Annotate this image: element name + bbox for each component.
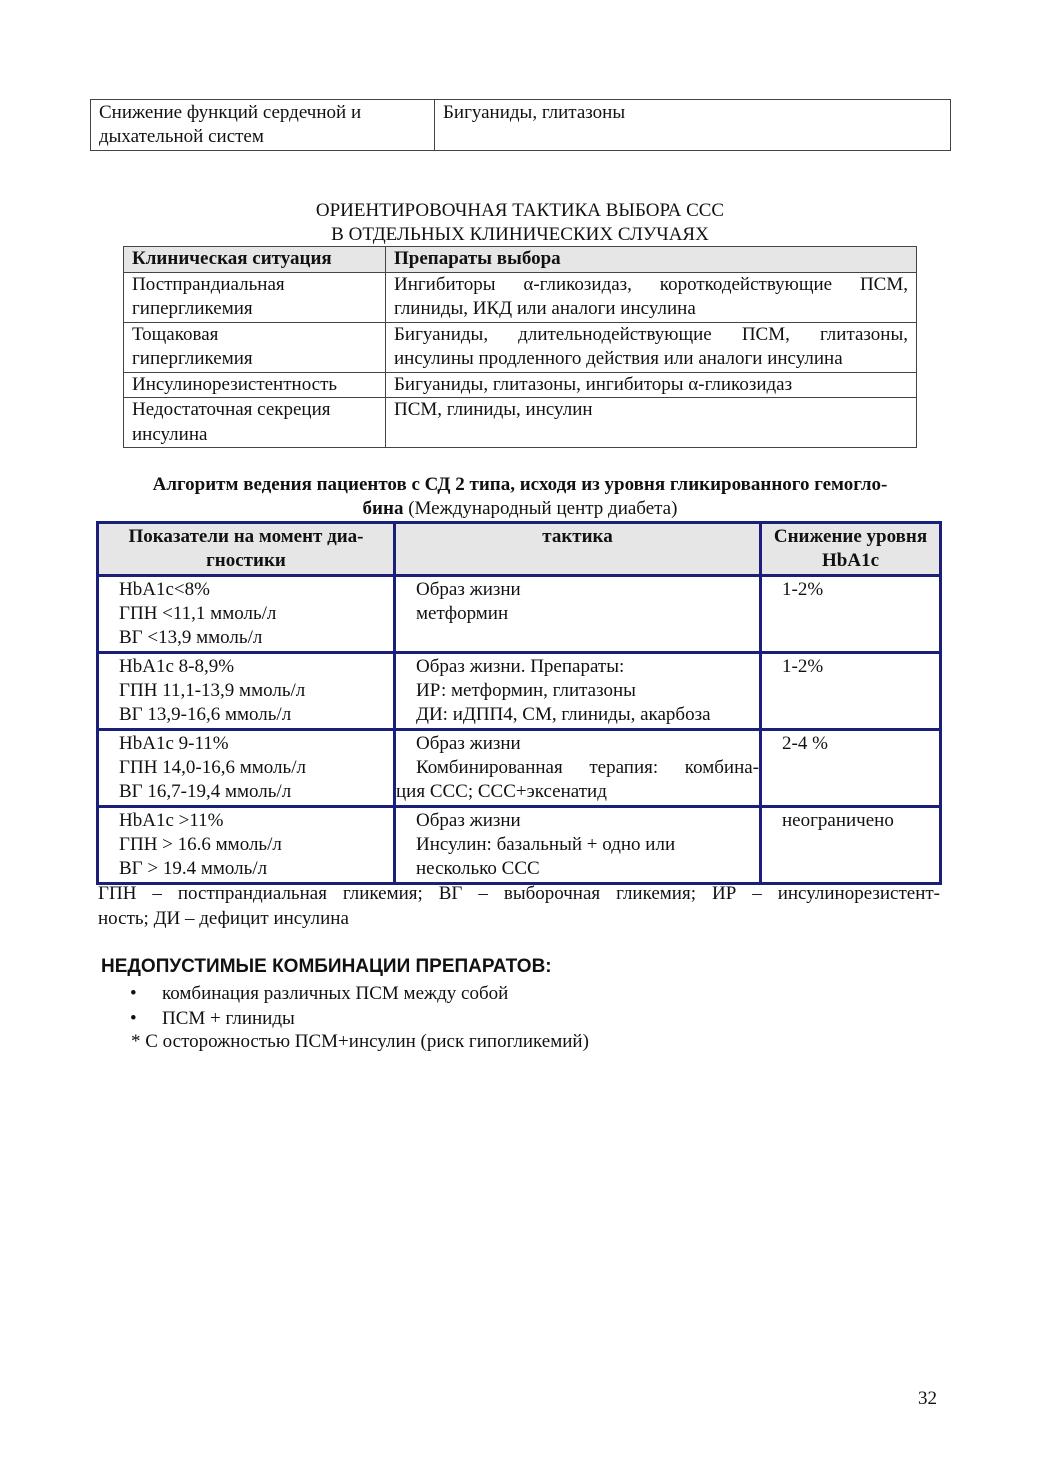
continuation-table (90, 99, 951, 151)
note-line: ность; ДИ – дефицит инсулина (98, 907, 349, 929)
table-row (124, 272, 917, 322)
cell-line: дыхательной систем (99, 126, 264, 147)
table-cell (98, 730, 395, 807)
table-row (124, 322, 917, 372)
cell-line: ГПН <11,1 ммоль/л (119, 603, 277, 624)
table-cell (98, 653, 395, 730)
table-cell (124, 272, 386, 322)
title-line: В ОТДЕЛЬНЫХ КЛИНИЧЕСКИХ СЛУЧАЯХ (331, 224, 709, 245)
table-cell: 1-2% (761, 576, 941, 653)
table-cell (91, 100, 435, 151)
cell-line: Тощаковая (132, 323, 219, 345)
table-row (98, 653, 941, 730)
column-header: тактика (395, 523, 761, 576)
table-cell: Инсулинорезистентность (124, 372, 386, 398)
cell-line: гипергликемия (132, 348, 253, 369)
table-cell: 2-4 % (761, 730, 941, 807)
cell-line: ВГ 13,9-16,6 ммоль/л (119, 704, 292, 725)
header-line: Показатели на момент диа- (128, 526, 364, 547)
header-line: Снижение уровня (773, 526, 928, 547)
table-cell: 1-2% (761, 653, 941, 730)
table-header-row (98, 523, 941, 576)
table-cell (395, 653, 761, 730)
cell-line: метформин (416, 603, 509, 624)
cell-line: несколько ССС (416, 858, 540, 879)
cell-line: Бигуаниды, длительнодействующие ПСМ, глитазоны, (394, 323, 908, 345)
cell-line: HbA1c<8% (119, 579, 210, 600)
cell-line: ВГ <13,9 ммоль/л (119, 627, 263, 648)
page-number: 32 (918, 1388, 937, 1409)
table-row (124, 372, 917, 398)
heading-bold-line: Алгоритм ведения пациентов с СД 2 типа, исходя из уровня гликированного гемогло- (152, 474, 888, 495)
cell-line: Снижение функций сердечной и (99, 102, 362, 123)
heading-normal: (Международный центр диабета) (403, 498, 678, 519)
cell-line: гипергликемия (132, 298, 253, 319)
column-header (98, 523, 395, 576)
table-cell (395, 730, 761, 807)
cell-line: HbA1c >11% (119, 810, 224, 831)
cell-line: Образ жизни (416, 810, 521, 831)
table-row (98, 730, 941, 807)
algorithm-heading (100, 473, 940, 521)
column-header: Клиническая ситуация (124, 247, 386, 273)
table-header-row (124, 247, 917, 273)
abbreviations-note (98, 882, 940, 931)
cell-line: глиниды, ИКД или аналоги инсулина (394, 298, 696, 319)
cell-line: Инсулин: базальный + одно или (416, 834, 676, 855)
table-cell (124, 322, 386, 372)
cell-line: Постпрандиальная (132, 273, 285, 295)
table-cell (98, 807, 395, 884)
table-cell (386, 322, 917, 372)
cell-line: ВГ 16,7-19,4 ммоль/л (119, 781, 292, 802)
cell-line: ГПН > 16.6 ммоль/л (119, 834, 282, 855)
list-item: • ПСМ + глиниды (128, 1006, 508, 1031)
cell-line: HbA1c 9-11% (119, 733, 229, 754)
cell-line: Образ жизни (416, 733, 521, 754)
heading-bold-line: бина (362, 498, 404, 519)
cell-line: ДИ: иДПП4, СМ, глиниды, акарбоза (416, 704, 711, 725)
cell-line: ВГ > 19.4 ммоль/л (119, 858, 268, 879)
section-title (120, 199, 920, 247)
table-row (98, 807, 941, 884)
cell-line: ция ССС; ССС+эксенатид (396, 781, 607, 802)
cell-line: ГПН 14,0-16,6 ммоль/л (119, 757, 306, 778)
title-line: ОРИЕНТИРОВОЧНАЯ ТАКТИКА ВЫБОРА ССС (315, 200, 725, 221)
table-cell: ПСМ, глиниды, инсулин (386, 398, 917, 448)
list-item: • комбинация различных ПСМ между собой (128, 981, 508, 1006)
table-row (124, 398, 917, 448)
table-cell (395, 807, 761, 884)
algorithm-table (96, 521, 942, 885)
cell-line: инсулина (132, 423, 208, 445)
cell-line: ИР: метформин, глитазоны (416, 680, 636, 701)
note-line: ГПН – постпрандиальная гликемия; ВГ – выборочная гликемия; ИР – инсулинорезистент- (98, 883, 940, 904)
table-cell (124, 398, 386, 448)
tactics-table (123, 246, 917, 448)
column-header: Препараты выбора (386, 247, 917, 273)
caution-note: * С осторожностью ПСМ+инсулин (риск гипогликемий) (131, 1031, 589, 1052)
table-cell: неограничено (761, 807, 941, 884)
column-header (761, 523, 941, 576)
header-line: HbA1c (822, 550, 879, 571)
header-line: гностики (206, 550, 286, 571)
section-heading: НЕДОПУСТИМЫЕ КОМБИНАЦИИ ПРЕПАРАТОВ: (101, 956, 552, 977)
cell-line: Ингибиторы α-гликозидаз, короткодействующие ПСМ, (394, 273, 908, 295)
cell-line: Образ жизни. Препараты: (416, 656, 625, 677)
bullet-list (128, 981, 508, 1031)
cell-line: Образ жизни (416, 579, 521, 600)
table-cell: Бигуаниды, глитазоны (435, 100, 951, 151)
cell-line: Недостаточная секреция (132, 399, 331, 420)
cell-line: Комбинированная терапия: комбина- (416, 757, 759, 778)
table-cell (395, 576, 761, 653)
table-row (91, 100, 951, 151)
table-row (98, 576, 941, 653)
table-cell (98, 576, 395, 653)
cell-line: ГПН 11,1-13,9 ммоль/л (119, 680, 306, 701)
table-cell (386, 272, 917, 322)
cell-line: HbA1c 8-8,9% (119, 656, 235, 677)
table-cell: Бигуаниды, глитазоны, ингибиторы α-гликозидаз (386, 372, 917, 398)
cell-line: инсулины продленного действия или аналоги инсулина (394, 348, 843, 369)
